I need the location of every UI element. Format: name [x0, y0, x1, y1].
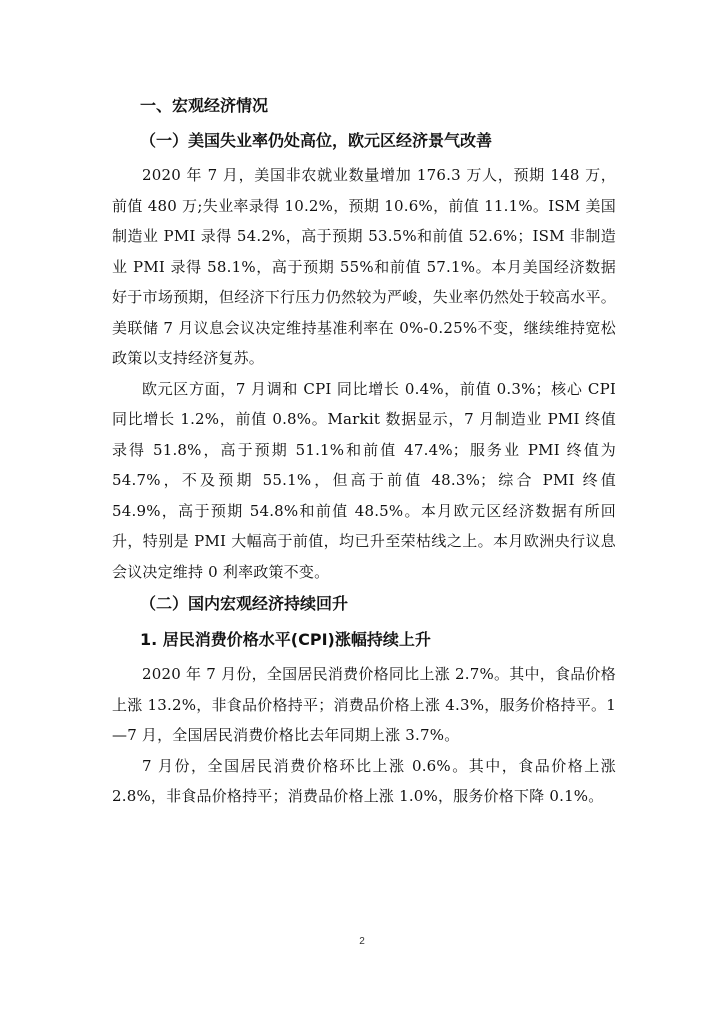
- paragraph-eurozone-economy: 欧元区方面，7 月调和 CPI 同比增长 0.4%，前值 0.3%；核心 CPI 同比增长 1.2%，前值 0.8%。Markit 数据显示，7 月制造业 PMI 终值录得 51.8%，高于预期 51.1%和前值 47.4%；服务业 PMI 终值为 54.7%，不及预期 55.1%，但高于前值 48.3%；综合 PMI 终值 54.9%，高于预期 54.8%和前值 48.5%。本月欧元区经济数据有所回升，特别是 PMI 大幅高于前值，均已升至荣枯线之上。本月欧洲央行议息会议决定维持 0 利率政策不变。: [112, 379, 616, 581]
- section-title: 一、宏观经济情况: [140, 96, 269, 115]
- page-number: 2: [359, 936, 365, 947]
- paragraph-cpi-mom: 7 月份，全国居民消费价格环比上涨 0.6%。其中，食品价格上涨 2.8%，非食品价格持平；消费品价格上涨 1.0%，服务价格下降 0.1%。: [112, 756, 616, 805]
- paragraph-cpi-yoy: 2020 年 7 月份，全国居民消费价格同比上涨 2.7%。其中，食品价格上涨 13.2%，非食品价格持平；消费品价格上涨 4.3%，服务价格持平。1—7 月，全国居民消费价格比去年同期上涨 3.7%。: [112, 665, 616, 744]
- subsection-title-domestic: （二）国内宏观经济持续回升: [140, 594, 349, 613]
- paragraph-us-economy: 2020 年 7 月，美国非农就业数量增加 176.3 万人，预期 148 万，前值 480 万;失业率录得 10.2%，预期 10.6%，前值 11.1%。ISM 美国制造业 PMI 录得 54.2%，高于预期 53.5%和前值 52.6%；ISM 非制造业 PMI 录得 58.1%，高于预期 55%和前值 57.1%。本月美国经济数据好于市场预期，但经济下行压力仍然较为严峻，失业率仍然处于较高水平。美联储 7 月议息会议决定维持基准利率在 0%-0.25%不变，继续维持宽松政策以支持经济复苏。: [112, 166, 616, 367]
- item-title-cpi: 1. 居民消费价格水平(CPI)涨幅持续上升: [140, 630, 431, 649]
- document-body: [112, 88, 616, 812]
- subsection-title-us-eurozone: （一）美国失业率仍处高位，欧元区经济景气改善: [140, 131, 493, 150]
